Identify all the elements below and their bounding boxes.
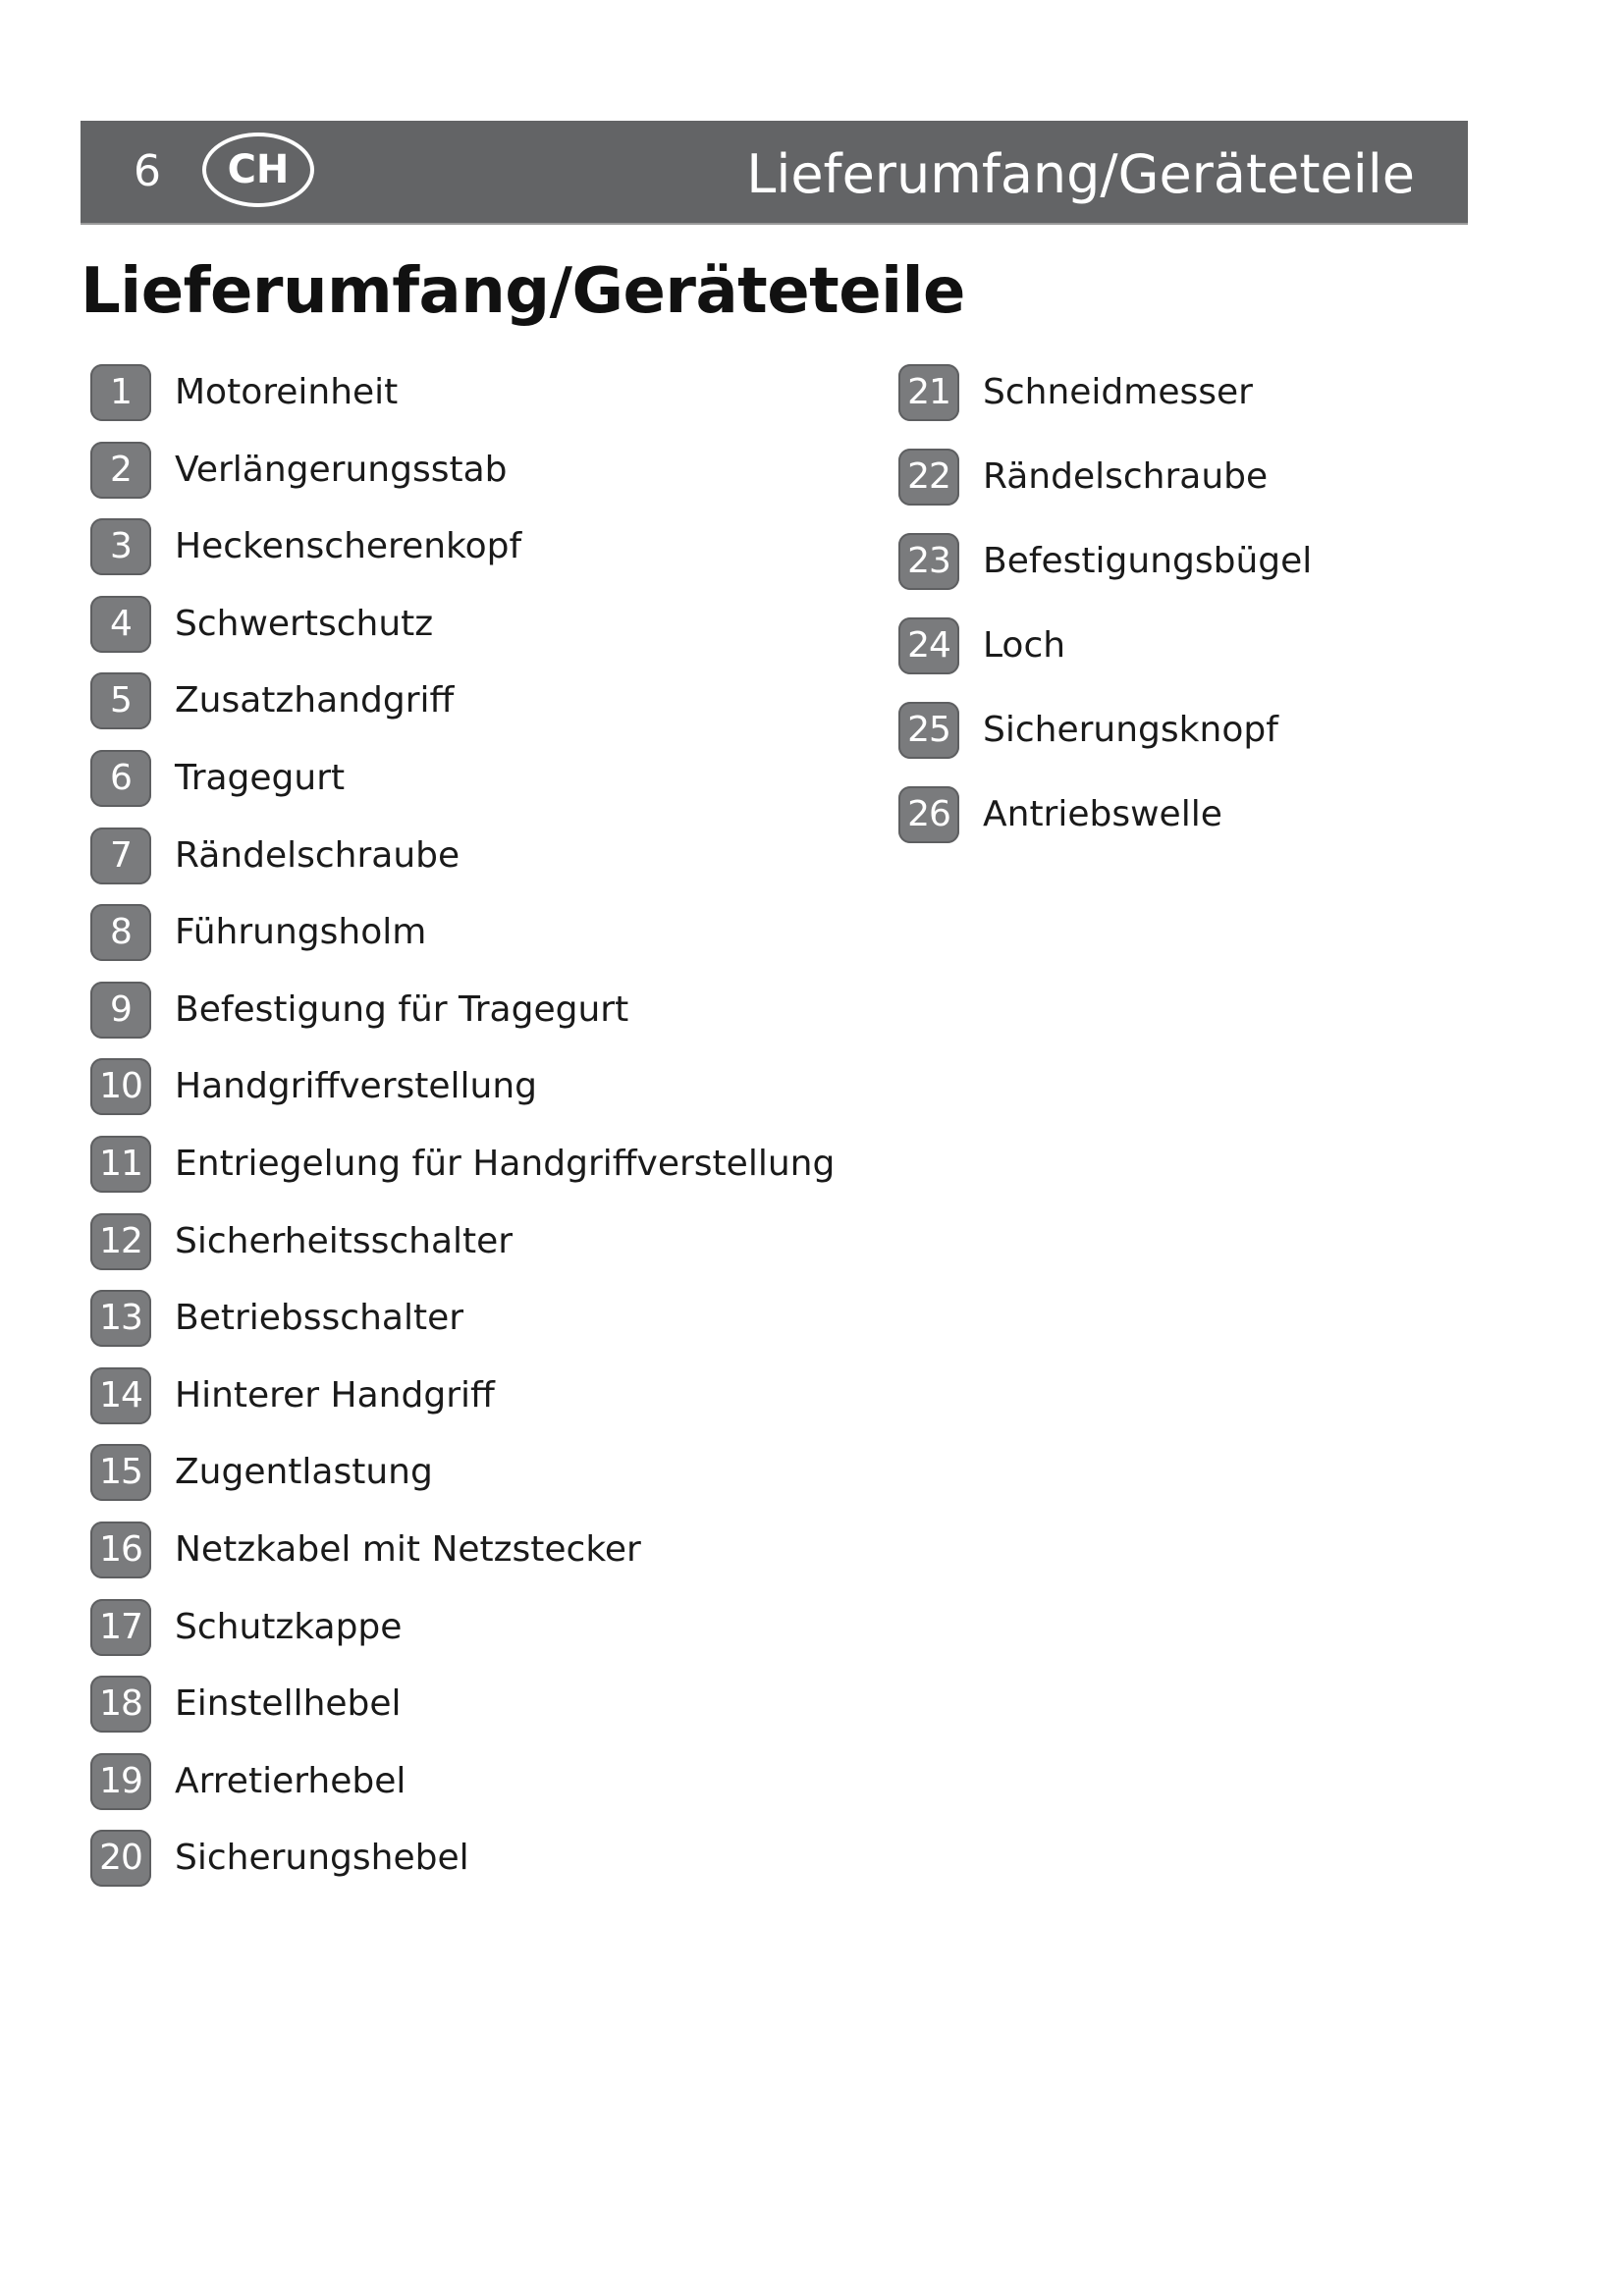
- part-number-badge: 24: [898, 617, 959, 674]
- part-label: Schneidmesser: [983, 372, 1253, 412]
- part-label: Sicherungsknopf: [983, 710, 1278, 750]
- part-number-badge: 5: [90, 672, 151, 729]
- part-item: [90, 1212, 835, 1271]
- part-number-badge: 21: [898, 364, 959, 421]
- part-item: [90, 749, 835, 808]
- part-label: Antriebswelle: [983, 794, 1222, 834]
- part-item: [90, 1752, 835, 1811]
- part-number-badge: 16: [90, 1522, 151, 1578]
- part-item: [90, 363, 835, 422]
- part-item: [90, 1443, 835, 1502]
- part-label: Schwertschutz: [175, 603, 434, 644]
- part-number-badge: 25: [898, 702, 959, 759]
- part-number-badge: 9: [90, 982, 151, 1039]
- part-number-badge: 10: [90, 1058, 151, 1115]
- part-item: [90, 1675, 835, 1734]
- part-item: [90, 1057, 835, 1116]
- part-number-badge: 12: [90, 1213, 151, 1270]
- part-item: [898, 363, 1312, 422]
- page-number: 6: [134, 146, 161, 196]
- part-label: Einstellhebel: [175, 1683, 402, 1725]
- page-title: Lieferumfang/Geräteteile: [81, 255, 965, 328]
- part-number-badge: 26: [898, 786, 959, 843]
- part-number-badge: 4: [90, 596, 151, 653]
- part-label: Sicherheitsschalter: [175, 1220, 514, 1261]
- part-item: [90, 981, 835, 1040]
- page-header-bar: [81, 121, 1468, 223]
- part-label: Rändelschraube: [983, 456, 1269, 497]
- part-item: [90, 1598, 835, 1657]
- part-label: Verlängerungsstab: [175, 449, 508, 490]
- part-number-badge: 13: [90, 1290, 151, 1347]
- part-item: [898, 785, 1312, 844]
- part-item: [90, 1829, 835, 1888]
- part-label: Zugentlastung: [175, 1452, 433, 1493]
- part-label: Heckenscherenkopf: [175, 526, 522, 567]
- part-label: Motoreinheit: [175, 372, 399, 412]
- part-number-badge: 8: [90, 904, 151, 961]
- part-number-badge: 22: [898, 449, 959, 506]
- part-label: Tragegurt: [175, 757, 346, 798]
- part-item: [90, 1289, 835, 1348]
- part-number-badge: 23: [898, 533, 959, 590]
- part-number-badge: 7: [90, 828, 151, 884]
- part-label: Entriegelung für Handgriffverstellung: [175, 1143, 836, 1184]
- part-label: Befestigungsbügel: [983, 541, 1313, 581]
- country-badge: CH: [202, 133, 314, 207]
- parts-list-left: [90, 363, 835, 1906]
- part-label: Führungsholm: [175, 912, 427, 953]
- part-item: [90, 1366, 835, 1425]
- part-label: Befestigung für Tragegurt: [175, 988, 629, 1030]
- part-item: [90, 827, 835, 885]
- part-item: [90, 903, 835, 962]
- part-label: Zusatzhandgriff: [175, 680, 455, 721]
- part-number-badge: 15: [90, 1444, 151, 1501]
- part-item: [898, 532, 1312, 591]
- part-item: [898, 701, 1312, 760]
- part-number-badge: 14: [90, 1367, 151, 1424]
- part-item: [898, 448, 1312, 507]
- header-section-title: Lieferumfang/Geräteteile: [746, 143, 1415, 205]
- part-number-badge: 2: [90, 442, 151, 499]
- part-number-badge: 1: [90, 364, 151, 421]
- part-label: Schutzkappe: [175, 1606, 403, 1647]
- part-number-badge: 3: [90, 518, 151, 575]
- part-item: [90, 671, 835, 730]
- part-number-badge: 19: [90, 1753, 151, 1810]
- part-label: Betriebsschalter: [175, 1298, 464, 1339]
- part-number-badge: 11: [90, 1136, 151, 1193]
- part-number-badge: 18: [90, 1676, 151, 1733]
- parts-list-right: [898, 363, 1312, 870]
- part-item: [90, 441, 835, 500]
- part-label: Handgriffverstellung: [175, 1066, 538, 1107]
- part-label: Arretierhebel: [175, 1760, 406, 1801]
- part-item: [90, 1135, 835, 1194]
- part-label: Hinterer Handgriff: [175, 1374, 495, 1415]
- part-label: Loch: [983, 625, 1066, 666]
- part-label: Netzkabel mit Netzstecker: [175, 1528, 641, 1570]
- part-number-badge: 20: [90, 1830, 151, 1887]
- part-number-badge: 17: [90, 1599, 151, 1656]
- part-item: [90, 595, 835, 654]
- part-number-badge: 6: [90, 750, 151, 807]
- part-item: [90, 517, 835, 576]
- part-item: [898, 616, 1312, 675]
- part-item: [90, 1521, 835, 1579]
- part-label: Sicherungshebel: [175, 1838, 469, 1879]
- part-label: Rändelschraube: [175, 834, 460, 876]
